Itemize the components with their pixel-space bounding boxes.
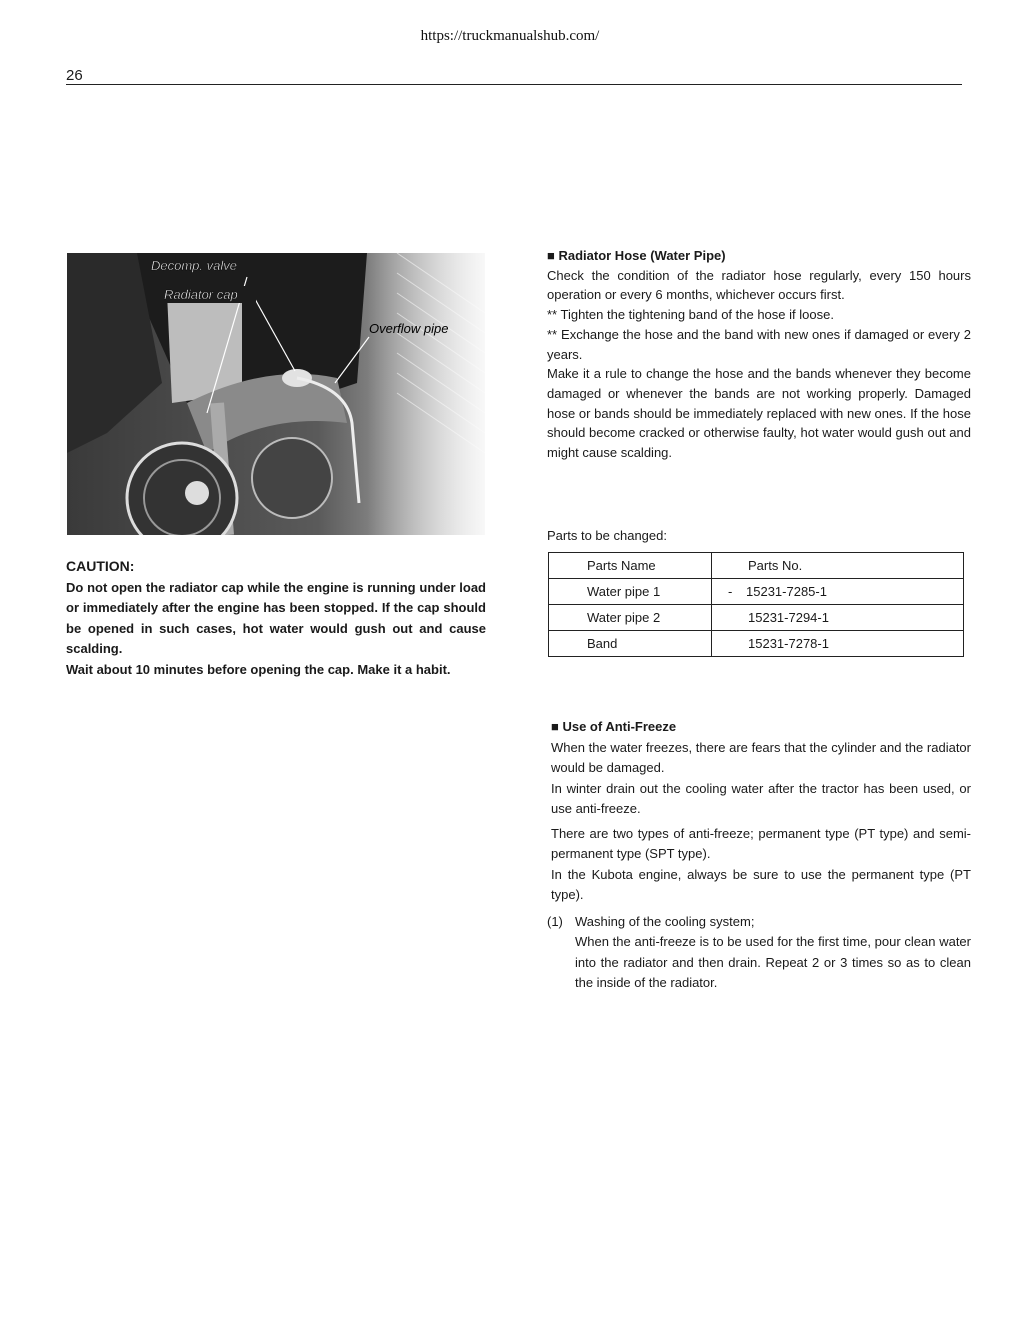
- radiator-hose-p3: ** Exchange the hose and the band with new ones if damaged or every 2 years.: [547, 326, 971, 362]
- list-item-title: Washing of the cooling system;: [575, 913, 755, 929]
- label-decomp-valve: Decomp. valve: [151, 258, 237, 273]
- caution-title: CAUTION:: [66, 558, 135, 574]
- caution-text-2: Wait about 10 minutes before opening the cap. Make it a habit.: [66, 661, 451, 677]
- anti-freeze-heading: ■ Use of Anti-Freeze: [551, 719, 677, 734]
- caution-block: [66, 556, 486, 680]
- anti-freeze-p1: When the water freezes, there are fears that the cylinder and the radiator would be damaged.: [551, 739, 971, 775]
- radiator-hose-p1: Check the condition of the radiator hose regularly, every 150 hours operation or every 6 months, whichever occurs first.: [547, 267, 971, 303]
- list-item: [547, 912, 971, 994]
- anti-freeze-section: [547, 717, 971, 994]
- table-header-cell: Parts Name: [549, 553, 712, 579]
- radiator-hose-section: [547, 246, 971, 463]
- table-cell: Water pipe 1: [549, 579, 712, 605]
- engine-photo: [67, 253, 485, 535]
- table-header-cell: Parts No.: [712, 553, 964, 579]
- table-cell: Water pipe 2: [549, 605, 712, 631]
- table-row: [549, 631, 964, 657]
- radiator-hose-heading: ■ Radiator Hose (Water Pipe): [547, 248, 726, 263]
- part-number: 15231-7285-1: [746, 584, 827, 599]
- parts-caption: Parts to be changed:: [547, 528, 667, 543]
- list-item-text: When the anti-freeze is to be used for the first time, pour clean water into the radiator and then drain. Repeat 2 or 3 times so as to clean the inside of the radiator.: [575, 934, 971, 990]
- anti-freeze-p3: There are two types of anti-freeze; permanent type (PT type) and semi-permanent type (SPT type).: [551, 825, 971, 861]
- radiator-hose-p2: ** Tighten the tightening band of the hose if loose.: [547, 307, 834, 323]
- table-header-row: [549, 553, 964, 579]
- header-rule: [66, 84, 962, 85]
- table-cell: 15231-7278-1: [712, 631, 964, 657]
- table-cell: - 15231-7285-1: [712, 579, 964, 605]
- page-number: 26: [66, 67, 83, 84]
- source-url: https://truckmanualshub.com/: [420, 28, 600, 44]
- table-cell: Band: [549, 631, 712, 657]
- caution-text-1: Do not open the radiator cap while the engine is running under load or immediately after the engine has been stopped. If the cap should be opened in such cases, hot water would gush out and cause scalding.: [66, 579, 486, 656]
- parts-table: [548, 552, 964, 657]
- table-row: [549, 605, 964, 631]
- label-radiator-cap: Radiator cap: [164, 287, 238, 302]
- anti-freeze-p4: In the Kubota engine, always be sure to use the permanent type (PT type).: [551, 866, 971, 902]
- table-cell: 15231-7294-1: [712, 605, 964, 631]
- table-row: [549, 579, 964, 605]
- list-item-number: (1): [547, 913, 563, 929]
- label-overflow-pipe: Overflow pipe: [369, 321, 449, 336]
- radiator-hose-p4: Make it a rule to change the hose and the bands whenever they become damaged or whenever the bands are not working properly. Damaged hose or bands should be immediately replaced with new ones. If the hose should become cracked or otherwise faulty, hot water would gush out and might cause scalding.: [547, 366, 971, 461]
- anti-freeze-p2: In winter drain out the cooling water after the tractor has been used, or use anti-freeze.: [551, 780, 971, 816]
